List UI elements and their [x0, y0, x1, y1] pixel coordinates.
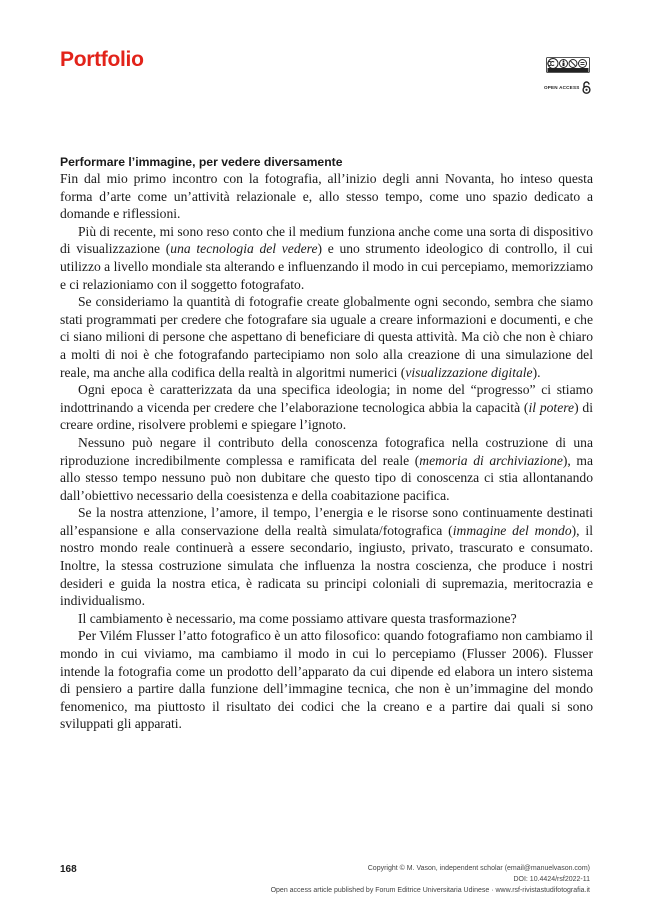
text-run: ), ma allo stesso tempo nessuno può non dubitare che questo tipo di conoscenza ci stia allontanando dall’obiettivo necessario della coesistenza e della coabitazione pacifica.: [60, 452, 593, 503]
italic-phrase: memoria di archiviazione: [419, 452, 563, 468]
cc-by-nc-nd-badge-icon: [546, 57, 590, 73]
section-label: Portfolio: [60, 48, 144, 71]
italic-phrase: il potere: [528, 399, 575, 415]
open-access-lock-icon: [582, 81, 591, 94]
article-section: [60, 154, 593, 733]
text-run: ), il nostro mondo reale continuerà a essere secondario, ingiusto, privato, trascurato e consumato. Inoltre, la stessa costruzione simulata che influenza la nostra coscienza, che produce i nostri desideri e guida la nostra etica, è radicata su principi coloniali di supremazia, meritocrazia e individualismo.: [60, 522, 593, 609]
text-run: ).: [532, 364, 541, 380]
doi-line: DOI: 10.4424/rsf2022-11: [513, 876, 590, 883]
body-paragraph: [60, 381, 593, 434]
publisher-line: Open access article published by Forum Editrice Universitaria Udinese · www.rsf-rivistastudifotografia.it: [270, 887, 590, 894]
body-paragraph: [60, 627, 593, 733]
body-paragraph: [60, 170, 593, 223]
footer-credits: [271, 863, 590, 896]
article-heading: Performare l’immagine, per vedere diversamente: [60, 155, 343, 169]
italic-phrase: immagine del mondo: [452, 522, 572, 538]
body-paragraph: [60, 504, 593, 610]
text-run: Più di recente, mi sono reso conto che il medium funziona anche come una sorta di dispositivo di visualizzazione (: [60, 223, 593, 257]
copyright-line: Copyright © M. Vason, independent scholar (email@manuelvason.com): [367, 865, 590, 872]
italic-phrase: una tecnologia del vedere: [170, 241, 318, 257]
italic-phrase: visualizzazione digitale: [405, 364, 533, 380]
text-run: Se consideriamo la quantità di fotografie create globalmente ogni secondo, sembra che siamo stati programmati per credere che fotografare sia uguale a creare informazioni e documenti, e che ci siano milioni di persone che aspettano di beneficiare di questa attività. Ma ciò che non è chiaro a molti di noi è che fotografando partecipiamo non solo alla creazione di una simulazione del reale, ma anche alla codifica della realtà in algoritmi numerici (: [60, 294, 593, 380]
body-paragraph: [60, 293, 593, 381]
text-run: Se la nostra attenzione, l’amore, il tempo, l’energia e le risorse sono continuamente destinati all’espansione e alla conservazione della realtà simulata/fotografica (: [60, 505, 593, 538]
article-body: [60, 170, 593, 733]
body-paragraph: [60, 610, 593, 628]
text-run: Nessuno può negare il contributo della conoscenza fotografica nella costruzione di una riproduzione incredibilmente complessa e ramificata del reale (: [60, 434, 593, 468]
text-run: ) di creare ordine, risolvere problemi e spiegare l’ignoto.: [60, 399, 593, 433]
body-paragraph: [60, 223, 593, 293]
page-number: 168: [60, 864, 77, 875]
text-run: Il cambiamento è necessario, ma come possiamo attivare questa trasformazione?: [78, 610, 517, 626]
text-run: ) e uno strumento ideologico di controllo, il cui utilizzo a livello mondiale sta alterando e influenzando il modo in cui percepiamo, memorizziamo e ci relazioniamo con il soggetto fotografato.: [60, 241, 594, 292]
open-access-badge: [544, 80, 591, 94]
body-paragraph: [60, 434, 593, 504]
text-run: Fin dal mio primo incontro con la fotografia, all’inizio degli anni Novanta, ho inteso questa forma d’arte come un’attività relazionale e, allo stesso tempo, come uno spazio dedicato a domande e riflessioni.: [60, 171, 593, 222]
open-access-label: OPEN ACCESS: [544, 84, 580, 90]
text-run: Per Vilém Flusser l’atto fotografico è un atto filosofico: quando fotografiamo non cambiamo il mondo in cui viviamo, ma cambiamo il modo in cui lo percepiamo (Flusser 2006). Flusser intende la fotografia come un prodotto dell’apparato da cui dipende ed elabora un intero sistema di pensiero a partire dalla funzione dell’immagine tecnica, che non è un’immagine del mondo fenomenico, ma piuttosto il risultato dei codici che la creano e a partire dai quali si sono sviluppati gli apparati.: [60, 628, 593, 732]
text-run: Ogni epoca è caratterizzata da una specifica ideologia; in nome del “progresso” ci stiamo indottrinando a vicenda per credere che l’elaborazione tecnologica abbia la capacità (: [60, 382, 593, 415]
